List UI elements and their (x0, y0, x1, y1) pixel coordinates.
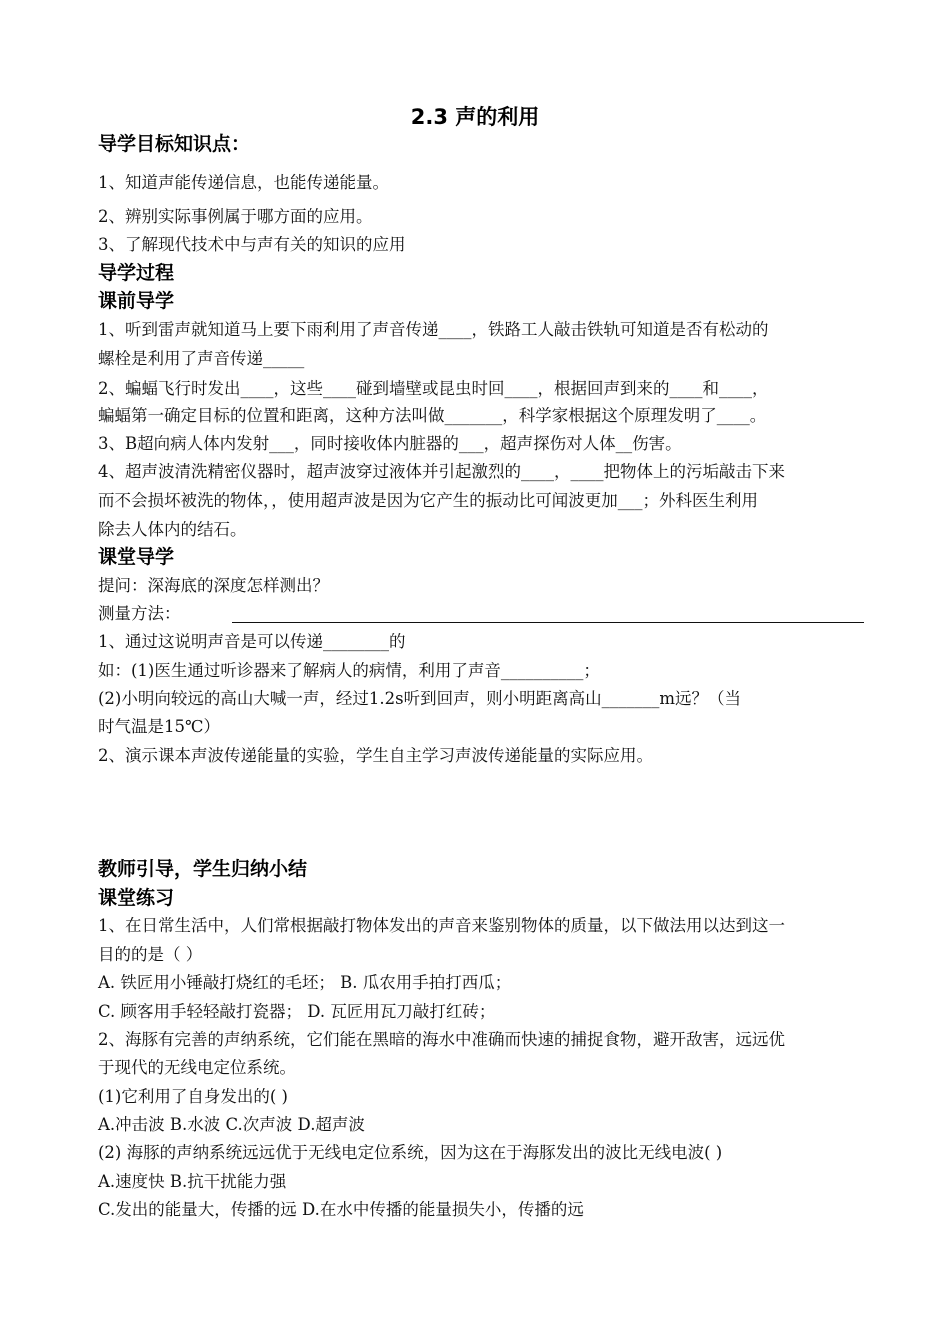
preclass-line: 4、超声波清洗精密仪器时，超声波穿过液体并引起激烈的____，____把物体上的污垢敲击下来 (98, 462, 785, 481)
summary-heading: 教师引导，学生归纳小结 (98, 858, 308, 880)
practice-option: A. 铁匠用小锤敲打烧红的毛坯； B. 瓜农用手拍打西瓜； (98, 973, 512, 992)
preclass-line: 2、蝙蝠飞行时发出____，这些____碰到墙壁或昆虫时回____，根据回声到来的____和____， (98, 379, 769, 398)
goal-item: 3、了解现代技术中与声有关的知识的应用 (98, 235, 406, 254)
goals-heading: 导学目标知识点： (98, 133, 251, 155)
preclass-heading: 课前导学 (98, 290, 175, 312)
inclass-line: 1、通过这说明声音是可以传递________的 (98, 632, 406, 651)
practice-line: (2) 海豚的声纳系统远远优于无线电定位系统，因为这在于海豚发出的波比无线电波( ) (98, 1143, 723, 1162)
goal-item: 2、辨别实际事例属于哪方面的应用。 (98, 207, 373, 226)
inclass-line: (2)小明向较远的高山大喊一声，经过1.2s听到回声，则小明距离高山_______m远？（当 (98, 689, 741, 708)
practice-line: 于现代的无线电定位系统。 (98, 1058, 296, 1077)
preclass-line: 除去人体内的结石。 (98, 520, 247, 539)
answer-line (232, 622, 864, 623)
inclass-line: 时气温是15℃） (98, 717, 220, 736)
inclass-question: 提问：深海底的深度怎样测出？ (98, 576, 329, 595)
practice-line: 2、海豚有完善的声纳系统，它们能在黑暗的海水中准确而快速的捕捉食物，避开敌害，远远优 (98, 1030, 785, 1049)
page-title: 2.3 声的利用 (410, 105, 540, 129)
preclass-line: 1、听到雷声就知道马上要下雨利用了声音传递____，铁路工人敲击铁轨可知道是否有松动的 (98, 320, 769, 339)
practice-heading: 课堂练习 (98, 887, 175, 909)
preclass-line: 蝙蝠第一确定目标的位置和距离，这种方法叫做_______，科学家根据这个原理发明了____。 (98, 406, 767, 425)
measure-method-label: 测量方法： (98, 604, 181, 623)
practice-option: A.速度快 B.抗干扰能力强 (98, 1172, 287, 1191)
practice-option: C. 顾客用手轻轻敲打瓷器； D. 瓦匠用瓦刀敲打红砖； (98, 1002, 496, 1021)
inclass-line: 2、演示课本声波传递能量的实验，学生自主学习声波传递能量的实际应用。 (98, 746, 653, 765)
practice-line: (1)它利用了自身发出的( ) (98, 1087, 288, 1106)
inclass-heading: 课堂导学 (98, 546, 175, 568)
preclass-line: 3、B超向病人体内发射___，同时接收体内脏器的___，超声探伤对人体__伤害。 (98, 434, 682, 453)
preclass-line: 螺栓是利用了声音传递_____ (98, 349, 305, 368)
preclass-line: 而不会损坏被洗的物体，，使用超声波是因为它产生的振动比可闻波更加___；外科医生利用 (98, 491, 758, 510)
goal-item: 1、知道声能传递信息，也能传递能量。 (98, 173, 389, 192)
practice-line: 目的的是（ ） (98, 945, 203, 964)
inclass-line: 如：(1)医生通过听诊器来了解病人的病情，利用了声音__________； (98, 661, 600, 680)
process-heading: 导学过程 (98, 262, 175, 284)
practice-option: A.冲击波 B.水波 C.次声波 D.超声波 (98, 1115, 365, 1134)
practice-option: C.发出的能量大，传播的远 D.在水中传播的能量损失小，传播的远 (98, 1200, 584, 1219)
practice-line: 1、在日常生活中，人们常根据敲打物体发出的声音来鉴别物体的质量，以下做法用以达到这一 (98, 916, 785, 935)
